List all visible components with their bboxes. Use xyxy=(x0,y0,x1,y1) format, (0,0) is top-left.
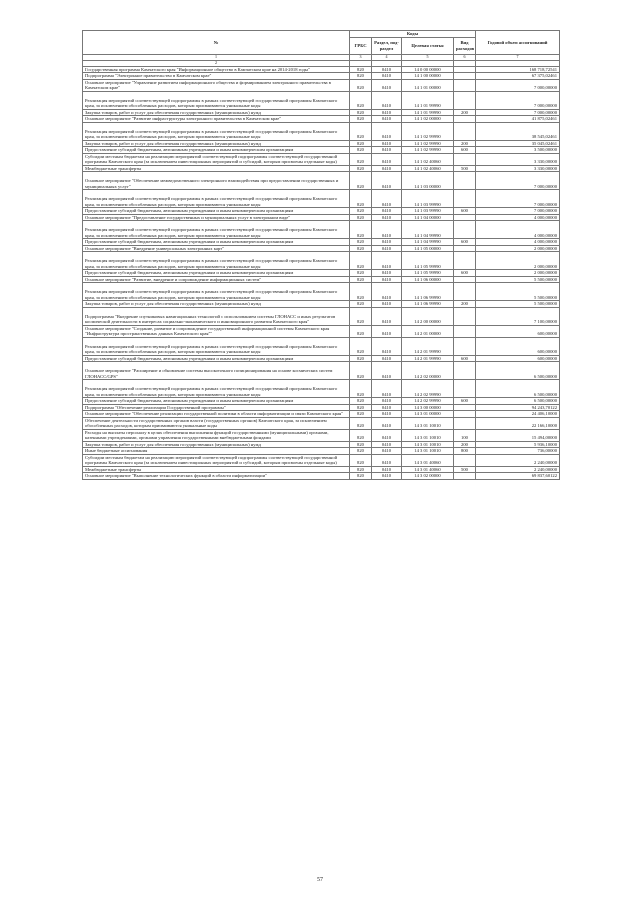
row-name: Реализация мероприятий соответствующей подпрограммы в рамках соответствующей государственной программы Камчатского края, за исключением обособленных расходов, которым присваиваются уникальные коды xyxy=(83,91,350,109)
row-section: 0410 xyxy=(372,404,402,411)
row-amount: 69 837,60122 xyxy=(476,473,560,480)
row-target-item: 14 2 02 99990 xyxy=(402,398,454,405)
column-index: 3 xyxy=(350,54,372,60)
row-expense-type: 200 xyxy=(454,140,476,147)
table-row xyxy=(83,122,560,140)
budget-table xyxy=(82,30,560,480)
row-grbs: 820 xyxy=(350,362,372,380)
row-grbs: 820 xyxy=(350,307,372,325)
row-amount: 41 875,02461 xyxy=(476,116,560,123)
row-expense-type xyxy=(454,221,476,239)
row-target-item: 14 1 01 00000 xyxy=(402,79,454,91)
row-target-item: 14 1 03 99990 xyxy=(402,208,454,215)
row-section: 0410 xyxy=(372,398,402,405)
header-codes: Коды xyxy=(350,31,476,38)
row-grbs: 820 xyxy=(350,109,372,116)
column-index: 6 xyxy=(454,54,476,60)
table-row xyxy=(83,362,560,380)
header-grbs: ГРБС xyxy=(350,37,372,54)
row-name: Основное мероприятие "Развитие инфраструктуры электронного правительства в Камчатском крае" xyxy=(83,116,350,123)
row-name: Основное мероприятие "Выполнение технологических функций в области информатизации" xyxy=(83,473,350,480)
row-amount: 5 500,00000 xyxy=(476,276,560,283)
row-section: 0410 xyxy=(372,411,402,418)
row-target-item: 14 1 04 99990 xyxy=(402,239,454,246)
row-name: Субсидии местным бюджетам на реализацию мероприятий соответствующей подпрограммы соответствующей государственной программы Камчатского края (за исключением инвестиционных мероприятий и субсидий, которым присвоены отдельные коды) xyxy=(83,153,350,165)
row-name: Предоставление субсидий бюджетным, автономным учреждениям и иным некоммерческим организациям xyxy=(83,147,350,154)
row-grbs: 820 xyxy=(350,91,372,109)
row-section: 0410 xyxy=(372,73,402,80)
row-expense-type: 200 xyxy=(454,441,476,448)
row-name: Основное мероприятие "Управление развитием информационного общества и формированием электронного правительства в Камчатском крае" xyxy=(83,79,350,91)
row-grbs: 820 xyxy=(350,239,372,246)
row-section: 0410 xyxy=(372,325,402,337)
row-expense-type: 600 xyxy=(454,147,476,154)
row-name: Закупка товаров, работ и услуг для обеспечения государственных (муниципальных) нужд xyxy=(83,441,350,448)
table-row xyxy=(83,283,560,301)
row-grbs: 820 xyxy=(350,325,372,337)
column-index: 2 xyxy=(83,60,350,66)
row-grbs: 820 xyxy=(350,214,372,221)
column-index: 7 xyxy=(476,54,560,60)
row-amount: 7 000,00000 xyxy=(476,208,560,215)
row-name: Закупка товаров, работ и услуг для обеспечения государственных (муниципальных) нужд xyxy=(83,140,350,147)
row-target-item: 14 1 02 40060 xyxy=(402,153,454,165)
table-row xyxy=(83,380,560,398)
table-row xyxy=(83,307,560,325)
row-grbs: 820 xyxy=(350,301,372,308)
row-name: Закупка товаров, работ и услуг для обеспечения государственных (муниципальных) нужд xyxy=(83,301,350,308)
header-target-item: Целевая статья xyxy=(402,37,454,54)
row-expense-type: 600 xyxy=(454,208,476,215)
row-grbs: 820 xyxy=(350,398,372,405)
row-target-item: 14 1 05 99990 xyxy=(402,252,454,270)
table-row xyxy=(83,325,560,337)
row-section: 0410 xyxy=(372,122,402,140)
row-grbs: 820 xyxy=(350,116,372,123)
row-amount: 4 000,00000 xyxy=(476,214,560,221)
table-row xyxy=(83,417,560,429)
row-grbs: 820 xyxy=(350,337,372,355)
row-name: Основное мероприятие "Обеспечение реализации государственной политики в области информатизации и связи Камчатского края" xyxy=(83,411,350,418)
row-target-item: 14 1 03 99990 xyxy=(402,190,454,208)
row-section: 0410 xyxy=(372,466,402,473)
row-amount: 7 000,00000 xyxy=(476,172,560,190)
row-expense-type: 600 xyxy=(454,239,476,246)
row-amount: 5 500,00000 xyxy=(476,283,560,301)
row-grbs: 820 xyxy=(350,190,372,208)
row-section: 0410 xyxy=(372,454,402,466)
row-name: Расходы на выплаты персоналу в целях обеспечения выполнения функций государственными (муниципальными) органами, казенными учреждениями, органами управления государственными внебюджетными фондами xyxy=(83,429,350,441)
row-grbs: 820 xyxy=(350,66,372,73)
row-section: 0410 xyxy=(372,208,402,215)
row-grbs: 820 xyxy=(350,221,372,239)
row-expense-type xyxy=(454,454,476,466)
row-amount: 736,00000 xyxy=(476,448,560,455)
row-target-item: 14 1 06 99990 xyxy=(402,301,454,308)
row-expense-type: 600 xyxy=(454,270,476,277)
row-target-item: 14 3 01 10010 xyxy=(402,448,454,455)
row-amount: 7 100,00000 xyxy=(476,307,560,325)
row-target-item: 14 3 02 00000 xyxy=(402,473,454,480)
row-name: Основное мероприятие "Обеспечение межведомственного электронного взаимодействия при предоставлении государственных и муниципальных услуг" xyxy=(83,172,350,190)
row-section: 0410 xyxy=(372,283,402,301)
row-name: Государственная программа Камчатского края "Информационное общество в Камчатском крае на 2014-2018 годы" xyxy=(83,66,350,73)
row-name: Подпрограмма "Обеспечение реализации Государственной программы" xyxy=(83,404,350,411)
row-grbs: 820 xyxy=(350,417,372,429)
column-index: 5 xyxy=(402,54,454,60)
row-grbs: 820 xyxy=(350,172,372,190)
table-row xyxy=(83,454,560,466)
row-grbs: 820 xyxy=(350,122,372,140)
row-name: Основное мероприятие "Расширение и обновление системы высокоточного позиционирования на основе космических систем ГЛОНАСС/GPS" xyxy=(83,362,350,380)
row-section: 0410 xyxy=(372,276,402,283)
row-amount: 7 000,00000 xyxy=(476,109,560,116)
row-expense-type xyxy=(454,417,476,429)
row-name: Предоставление субсидий бюджетным, автономным учреждениям и иным некоммерческим организациям xyxy=(83,208,350,215)
row-expense-type: 200 xyxy=(454,301,476,308)
row-name: Подпрограмма "Внедрение спутниковых навигационных технологий с использованием системы ГЛОНАСС и иных результатов космической деятельности в интересах социально-экономического и инновационного развития Камчатского края" xyxy=(83,307,350,325)
row-target-item: 14 1 02 99990 xyxy=(402,122,454,140)
row-amount: 168 718,72541 xyxy=(476,66,560,73)
row-expense-type: 500 xyxy=(454,466,476,473)
row-expense-type: 800 xyxy=(454,448,476,455)
row-section: 0410 xyxy=(372,380,402,398)
row-amount: 7 000,00000 xyxy=(476,79,560,91)
header-expense-type: Вид расходов xyxy=(454,37,476,54)
row-target-item: 14 1 04 99990 xyxy=(402,221,454,239)
row-grbs: 820 xyxy=(350,411,372,418)
row-section: 0410 xyxy=(372,153,402,165)
row-grbs: 820 xyxy=(350,153,372,165)
row-amount: 15 494,00000 xyxy=(476,429,560,441)
row-target-item: 14 2 01 99990 xyxy=(402,337,454,355)
budget-document xyxy=(82,30,559,480)
row-grbs: 820 xyxy=(350,429,372,441)
row-section: 0410 xyxy=(372,66,402,73)
row-amount: 2 240,00000 xyxy=(476,466,560,473)
table-row xyxy=(83,190,560,208)
row-target-item: 14 1 06 00000 xyxy=(402,276,454,283)
row-section: 0410 xyxy=(372,172,402,190)
row-section: 0410 xyxy=(372,221,402,239)
row-target-item: 14 1 04 00000 xyxy=(402,214,454,221)
row-amount: 7 000,00000 xyxy=(476,91,560,109)
row-name: Основное мероприятие "Предоставление государственных и муниципальных услуг в электронном виде" xyxy=(83,214,350,221)
row-name: Реализация мероприятий соответствующей подпрограммы в рамках соответствующей государственной программы Камчатского края, за исключением обособленных расходов, которым присваиваются уникальные коды xyxy=(83,380,350,398)
row-amount: 2 240,00000 xyxy=(476,454,560,466)
header-number: № xyxy=(83,31,350,55)
row-target-item: 14 2 01 00000 xyxy=(402,325,454,337)
row-expense-type xyxy=(454,380,476,398)
row-amount: 38 545,02461 xyxy=(476,122,560,140)
row-section: 0410 xyxy=(372,214,402,221)
row-expense-type xyxy=(454,153,476,165)
row-grbs: 820 xyxy=(350,355,372,362)
row-expense-type: 500 xyxy=(454,165,476,172)
row-target-item: 14 1 06 99990 xyxy=(402,283,454,301)
row-section: 0410 xyxy=(372,165,402,172)
row-expense-type xyxy=(454,362,476,380)
row-name: Обеспечение деятельности государственных органов власти (государственных органов) Камчатского края, за исключением обособленных расходов, которым присваиваются уникальные коды xyxy=(83,417,350,429)
row-name: Субсидии местным бюджетам на реализацию мероприятий соответствующей подпрограммы соответствующей государственной программы Камчатского края (за исключением инвестиционных мероприятий и субсидий, которым присвоены отдельные коды) xyxy=(83,454,350,466)
row-expense-type xyxy=(454,252,476,270)
row-name: Подпрограмма "Электронное правительство в Камчатском крае" xyxy=(83,73,350,80)
row-expense-type: 100 xyxy=(454,429,476,441)
row-amount: 6 500,00000 xyxy=(476,362,560,380)
row-name: Предоставление субсидий бюджетным, автономным учреждениям и иным некоммерческим организациям xyxy=(83,239,350,246)
row-expense-type xyxy=(454,190,476,208)
row-grbs: 820 xyxy=(350,208,372,215)
row-amount: 2 000,00000 xyxy=(476,252,560,270)
row-name: Предоставление субсидий бюджетным, автономным учреждениям и иным некоммерческим организациям xyxy=(83,398,350,405)
row-amount: 600,00000 xyxy=(476,325,560,337)
row-target-item: 14 1 05 99990 xyxy=(402,270,454,277)
row-section: 0410 xyxy=(372,79,402,91)
row-amount: 5 936,10000 xyxy=(476,441,560,448)
table-row xyxy=(83,91,560,109)
row-grbs: 820 xyxy=(350,140,372,147)
row-amount: 3 500,00000 xyxy=(476,147,560,154)
row-expense-type xyxy=(454,337,476,355)
row-name: Закупка товаров, работ и услуг для обеспечения государственных (муниципальных) нужд xyxy=(83,109,350,116)
row-target-item: 14 3 00 00000 xyxy=(402,404,454,411)
row-expense-type: 200 xyxy=(454,109,476,116)
row-amount: 6 500,00000 xyxy=(476,380,560,398)
row-grbs: 820 xyxy=(350,276,372,283)
row-expense-type xyxy=(454,172,476,190)
row-grbs: 820 xyxy=(350,404,372,411)
row-section: 0410 xyxy=(372,337,402,355)
row-grbs: 820 xyxy=(350,466,372,473)
row-section: 0410 xyxy=(372,190,402,208)
row-section: 0410 xyxy=(372,245,402,252)
row-section: 0410 xyxy=(372,441,402,448)
table-row xyxy=(83,429,560,441)
row-section: 0410 xyxy=(372,429,402,441)
row-target-item: 14 3 01 10010 xyxy=(402,417,454,429)
column-index: 4 xyxy=(372,54,402,60)
row-target-item: 14 0 00 00000 xyxy=(402,66,454,73)
row-amount: 2 000,00000 xyxy=(476,270,560,277)
row-amount: 4 000,00000 xyxy=(476,221,560,239)
row-amount: 600,00000 xyxy=(476,337,560,355)
row-name: Основное мероприятие "Развитие, внедрение и сопровождение информационных систем" xyxy=(83,276,350,283)
row-section: 0410 xyxy=(372,116,402,123)
row-expense-type: 600 xyxy=(454,355,476,362)
row-amount: 5 500,00000 xyxy=(476,301,560,308)
row-name: Реализация мероприятий соответствующей подпрограммы в рамках соответствующей государственной программы Камчатского края, за исключением обособленных расходов, которым присваиваются уникальные коды xyxy=(83,252,350,270)
table-row xyxy=(83,79,560,91)
row-expense-type xyxy=(454,122,476,140)
row-target-item: 14 3 01 00000 xyxy=(402,411,454,418)
row-section: 0410 xyxy=(372,109,402,116)
row-name: Иные бюджетные ассигнования xyxy=(83,448,350,455)
row-amount: 22 166,10000 xyxy=(476,417,560,429)
row-target-item: 14 2 02 00000 xyxy=(402,362,454,380)
row-section: 0410 xyxy=(372,417,402,429)
row-grbs: 820 xyxy=(350,454,372,466)
row-amount: 94 243,70122 xyxy=(476,404,560,411)
row-grbs: 820 xyxy=(350,245,372,252)
row-target-item: 14 1 05 00000 xyxy=(402,245,454,252)
row-expense-type: 600 xyxy=(454,398,476,405)
row-grbs: 820 xyxy=(350,448,372,455)
row-name: Основное мероприятие "Внедрение универсальных электронных карт" xyxy=(83,245,350,252)
table-row xyxy=(83,473,560,480)
row-grbs: 820 xyxy=(350,165,372,172)
table-row xyxy=(83,337,560,355)
row-name: Межбюджетные трансферты xyxy=(83,165,350,172)
row-target-item: 14 3 01 40060 xyxy=(402,466,454,473)
row-section: 0410 xyxy=(372,355,402,362)
row-target-item: 14 1 02 99990 xyxy=(402,147,454,154)
row-name: Реализация мероприятий соответствующей подпрограммы в рамках соответствующей государственной программы Камчатского края, за исключением обособленных расходов, которым присваиваются уникальные коды xyxy=(83,337,350,355)
table-row xyxy=(83,252,560,270)
header-annual-volume: Годовой объем ассигнований xyxy=(476,31,560,55)
row-grbs: 820 xyxy=(350,473,372,480)
row-section: 0410 xyxy=(372,270,402,277)
row-amount: 2 000,00000 xyxy=(476,245,560,252)
row-target-item: 14 1 01 99990 xyxy=(402,109,454,116)
row-section: 0410 xyxy=(372,362,402,380)
row-grbs: 820 xyxy=(350,441,372,448)
row-expense-type xyxy=(454,473,476,480)
table-body xyxy=(83,66,560,479)
row-target-item: 14 1 03 00000 xyxy=(402,172,454,190)
header-section: Раздел, под- раздел xyxy=(372,37,402,54)
row-section: 0410 xyxy=(372,91,402,109)
row-name: Реализация мероприятий соответствующей подпрограммы в рамках соответствующей государственной программы Камчатского края, за исключением обособленных расходов, которым присваиваются уникальные коды xyxy=(83,122,350,140)
row-section: 0410 xyxy=(372,448,402,455)
row-expense-type xyxy=(454,307,476,325)
row-target-item: 14 1 00 00000 xyxy=(402,73,454,80)
row-section: 0410 xyxy=(372,301,402,308)
row-name: Предоставление субсидий бюджетным, автономным учреждениям и иным некоммерческим организациям xyxy=(83,355,350,362)
row-amount: 35 045,02461 xyxy=(476,140,560,147)
row-section: 0410 xyxy=(372,252,402,270)
row-amount: 3 330,00000 xyxy=(476,153,560,165)
row-section: 0410 xyxy=(372,239,402,246)
row-name: Реализация мероприятий соответствующей подпрограммы в рамках соответствующей государственной программы Камчатского края, за исключением обособленных расходов, которым присваиваются уникальные коды xyxy=(83,283,350,301)
row-name: Межбюджетные трансферты xyxy=(83,466,350,473)
row-amount: 7 000,00000 xyxy=(476,190,560,208)
row-amount: 24 406,10000 xyxy=(476,411,560,418)
row-grbs: 820 xyxy=(350,79,372,91)
table-row xyxy=(83,172,560,190)
row-amount: 600,00000 xyxy=(476,355,560,362)
page-number: 57 xyxy=(317,877,323,883)
row-grbs: 820 xyxy=(350,283,372,301)
row-target-item: 14 2 01 99990 xyxy=(402,355,454,362)
column-index: 1 xyxy=(83,54,350,60)
row-expense-type xyxy=(454,283,476,301)
row-target-item: 14 1 02 00000 xyxy=(402,116,454,123)
row-target-item: 14 2 00 00000 xyxy=(402,307,454,325)
row-section: 0410 xyxy=(372,473,402,480)
row-expense-type xyxy=(454,91,476,109)
row-grbs: 820 xyxy=(350,147,372,154)
row-target-item: 14 3 01 10010 xyxy=(402,441,454,448)
row-target-item: 14 2 02 99990 xyxy=(402,380,454,398)
row-section: 0410 xyxy=(372,307,402,325)
row-target-item: 14 3 01 40060 xyxy=(402,454,454,466)
row-name: Реализация мероприятий соответствующей подпрограммы в рамках соответствующей государственной программы Камчатского края, за исключением обособленных расходов, которым присваиваются уникальные коды xyxy=(83,221,350,239)
row-amount: 4 000,00000 xyxy=(476,239,560,246)
row-section: 0410 xyxy=(372,140,402,147)
row-expense-type xyxy=(454,79,476,91)
table-row xyxy=(83,153,560,165)
row-name: Основное мероприятие "Создание, развитие и сопровождение государственной информационной системы Камчатского края "Инфраструктура пространственных данных Камчатского края"" xyxy=(83,325,350,337)
row-name: Предоставление субсидий бюджетным, автономным учреждениям и иным некоммерческим организациям xyxy=(83,270,350,277)
row-target-item: 14 1 02 99990 xyxy=(402,140,454,147)
table-row xyxy=(83,221,560,239)
row-grbs: 820 xyxy=(350,252,372,270)
row-target-item: 14 1 02 40060 xyxy=(402,165,454,172)
row-name: Реализация мероприятий соответствующей подпрограммы в рамках соответствующей государственной программы Камчатского края, за исключением обособленных расходов, которым присваиваются уникальные коды xyxy=(83,190,350,208)
row-amount: 3 330,00000 xyxy=(476,165,560,172)
row-target-item: 14 1 01 99990 xyxy=(402,91,454,109)
row-grbs: 820 xyxy=(350,270,372,277)
row-section: 0410 xyxy=(372,147,402,154)
row-amount: 6 500,00000 xyxy=(476,398,560,405)
row-grbs: 820 xyxy=(350,73,372,80)
row-grbs: 820 xyxy=(350,380,372,398)
row-expense-type xyxy=(454,325,476,337)
row-target-item: 14 3 01 10010 xyxy=(402,429,454,441)
row-amount: 67 375,02461 xyxy=(476,73,560,80)
